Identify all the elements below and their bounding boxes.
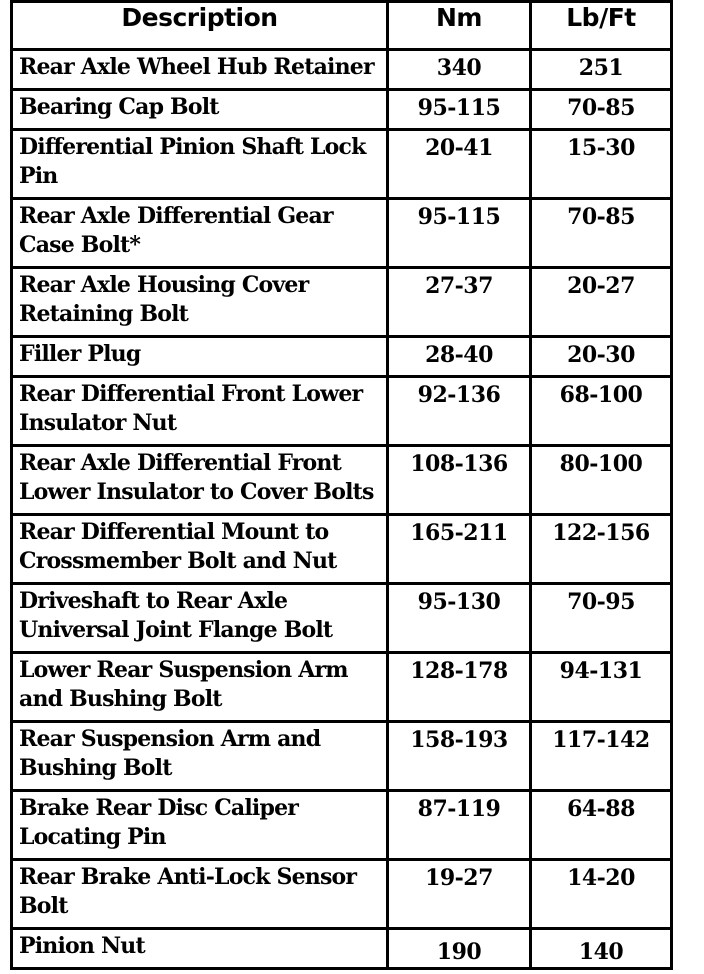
lbft-cell: 20-30: [531, 337, 672, 377]
description-cell: Rear Axle Wheel Hub Retainer: [12, 50, 388, 90]
table-row: [12, 653, 672, 722]
table-row: [12, 130, 672, 199]
nm-cell: 20-41: [388, 130, 531, 199]
table-row: [12, 722, 672, 791]
lbft-cell: 64-88: [531, 791, 672, 860]
table-row: [12, 268, 672, 337]
table-row: [12, 446, 672, 515]
nm-cell: 190: [388, 929, 531, 969]
lbft-cell: 117-142: [531, 722, 672, 791]
lbft-cell: 80-100: [531, 446, 672, 515]
lbft-cell: 68-100: [531, 377, 672, 446]
lbft-cell: 122-156: [531, 515, 672, 584]
lbft-cell: 251: [531, 50, 672, 90]
nm-cell: 158-193: [388, 722, 531, 791]
table-row: [12, 929, 672, 969]
table-row: [12, 515, 672, 584]
table-row: [12, 337, 672, 377]
nm-cell: 95-115: [388, 199, 531, 268]
description-cell: Brake Rear Disc Caliper Locating Pin: [12, 791, 388, 860]
table-row: [12, 199, 672, 268]
description-cell: Bearing Cap Bolt: [12, 90, 388, 130]
lbft-cell: 94-131: [531, 653, 672, 722]
nm-cell: 95-130: [388, 584, 531, 653]
table-row: [12, 791, 672, 860]
description-cell: Lower Rear Suspension Arm and Bushing Bolt: [12, 653, 388, 722]
lbft-cell: 15-30: [531, 130, 672, 199]
description-cell: Rear Axle Housing Cover Retaining Bolt: [12, 268, 388, 337]
description-cell: Rear Differential Front Lower Insulator Nut: [12, 377, 388, 446]
lbft-cell: 70-95: [531, 584, 672, 653]
nm-cell: 165-211: [388, 515, 531, 584]
torque-spec-sheet: [10, 0, 670, 972]
description-cell: Driveshaft to Rear Axle Universal Joint Flange Bolt: [12, 584, 388, 653]
lbft-cell: 140: [531, 929, 672, 969]
lbft-cell: 70-85: [531, 199, 672, 268]
header-lbft: Lb/Ft: [531, 2, 672, 50]
description-cell: Rear Suspension Arm and Bushing Bolt: [12, 722, 388, 791]
torque-spec-table: [10, 0, 673, 970]
nm-cell: 108-136: [388, 446, 531, 515]
lbft-cell: 20-27: [531, 268, 672, 337]
nm-cell: 28-40: [388, 337, 531, 377]
header-nm: Nm: [388, 2, 531, 50]
nm-cell: 128-178: [388, 653, 531, 722]
description-cell: Differential Pinion Shaft Lock Pin: [12, 130, 388, 199]
nm-cell: 19-27: [388, 860, 531, 929]
table-row: [12, 90, 672, 130]
nm-cell: 87-119: [388, 791, 531, 860]
nm-cell: 27-37: [388, 268, 531, 337]
nm-cell: 95-115: [388, 90, 531, 130]
table-row: [12, 377, 672, 446]
description-cell: Rear Axle Differential Front Lower Insulator to Cover Bolts: [12, 446, 388, 515]
table-row: [12, 50, 672, 90]
table-row: [12, 584, 672, 653]
nm-cell: 340: [388, 50, 531, 90]
description-cell: Rear Differential Mount to Crossmember Bolt and Nut: [12, 515, 388, 584]
header-description: Description: [12, 2, 388, 50]
description-cell: Rear Brake Anti-Lock Sensor Bolt: [12, 860, 388, 929]
description-cell: Rear Axle Differential Gear Case Bolt*: [12, 199, 388, 268]
description-cell: Pinion Nut: [12, 929, 388, 969]
lbft-cell: 70-85: [531, 90, 672, 130]
table-row: [12, 860, 672, 929]
nm-cell: 92-136: [388, 377, 531, 446]
lbft-cell: 14-20: [531, 860, 672, 929]
description-cell: Filler Plug: [12, 337, 388, 377]
table-header-row: [12, 2, 672, 50]
